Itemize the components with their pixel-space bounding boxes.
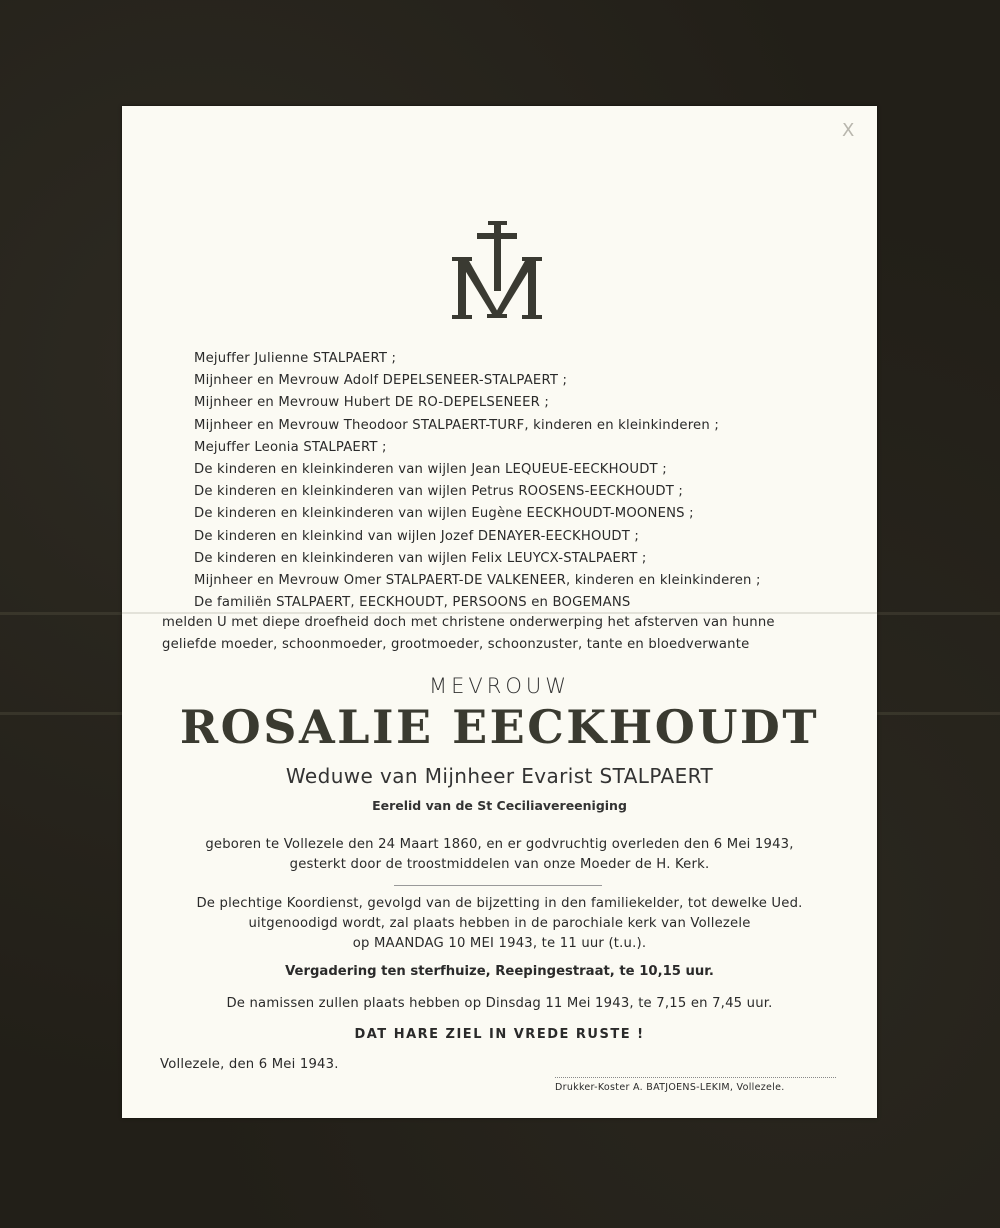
recipient-line: De kinderen en kleinkinderen van wijlen Eugène EECKHOUDT-MOONENS ; <box>194 506 694 522</box>
prayer-line: DAT HARE ZIEL IN VREDE RUSTE ! <box>354 1027 645 1042</box>
birth-death-line: gesterkt door de troostmiddelen van onze Moeder de H. Kerk. <box>289 857 710 872</box>
gathering-line: Vergadering ten sterfhuize, Reepingestraat, te 10,15 uur. <box>285 964 714 979</box>
birth-death-line: geboren te Vollezele den 24 Maart 1860, en er godvruchtig overleden den 6 Mei 1943, <box>205 837 794 852</box>
honorary-member-line: Eerelid van de St Ceciliavereeniging <box>372 798 627 813</box>
recipient-line: De kinderen en kleinkinderen van wijlen Felix LEUYCX-STALPAERT ; <box>194 550 647 566</box>
recipient-line: Mijnheer en Mevrouw Adolf DEPELSENEER-STALPAERT ; <box>194 373 568 389</box>
service-line: De plechtige Koordienst, gevolgd van de bijzetting in den familiekelder, tot dewelke Ued. <box>196 896 803 911</box>
recipient-line: Mijnheer en Mevrouw Hubert DE RO-DEPELSENEER ; <box>194 395 549 411</box>
printer-credit: Drukker-Koster A. BATJOENS-LEKIM, Vollezele. <box>555 1077 836 1093</box>
service-line: op MAANDAG 10 MEI 1943, te 11 uur (t.u.). <box>352 936 647 951</box>
recipient-line: Mijnheer en Mevrouw Omer STALPAERT-DE VALKENEER, kinderen en kleinkinderen ; <box>194 573 761 589</box>
place-and-date: Vollezele, den 6 Mei 1943. <box>160 1057 339 1072</box>
cross-and-m-monogram-icon <box>452 219 542 324</box>
honorific-title: MEVROUW <box>428 674 570 698</box>
service-line: uitgenoodigd wordt, zal plaats hebben in de parochiale kerk van Vollezele <box>248 916 751 931</box>
recipient-line: Mejuffer Leonia STALPAERT ; <box>194 439 387 455</box>
recipient-line: Mijnheer en Mevrouw Theodoor STALPAERT-TURF, kinderen en kleinkinderen ; <box>194 417 719 433</box>
announcement-text <box>162 612 842 656</box>
recipient-line: De kinderen en kleinkinderen van wijlen Petrus ROOSENS-EECKHOUDT ; <box>194 484 684 500</box>
recipient-line: De familiën STALPAERT, EECKHOUDT, PERSOONS en BOGEMANS <box>194 595 631 611</box>
recipients-list <box>194 348 761 614</box>
recipient-line: De kinderen en kleinkind van wijlen Jozef DENAYER-EECKHOUDT ; <box>194 528 640 544</box>
recipient-line: De kinderen en kleinkinderen van wijlen Jean LEQUEUE-EECKHOUDT ; <box>194 462 667 478</box>
deceased-name: ROSALIE EECKHOUDT <box>179 700 820 754</box>
death-notice-card <box>122 106 877 1118</box>
section-divider <box>394 885 602 886</box>
recipient-line: Mejuffer Julienne STALPAERT ; <box>194 351 397 366</box>
corner-pencil-mark: X <box>842 120 855 141</box>
masses-line: De namissen zullen plaats hebben op Dinsdag 11 Mei 1943, te 7,15 en 7,45 uur. <box>226 996 773 1011</box>
announcement-line: melden U met diepe droefheid doch met christene onderwerping het afsterven van hunne <box>162 615 775 630</box>
widow-of-line: Weduwe van Mijnheer Evarist STALPAERT <box>285 764 714 788</box>
announcement-line: geliefde moeder, schoonmoeder, grootmoeder, schoonzuster, tante en bloedverwante <box>162 637 750 652</box>
